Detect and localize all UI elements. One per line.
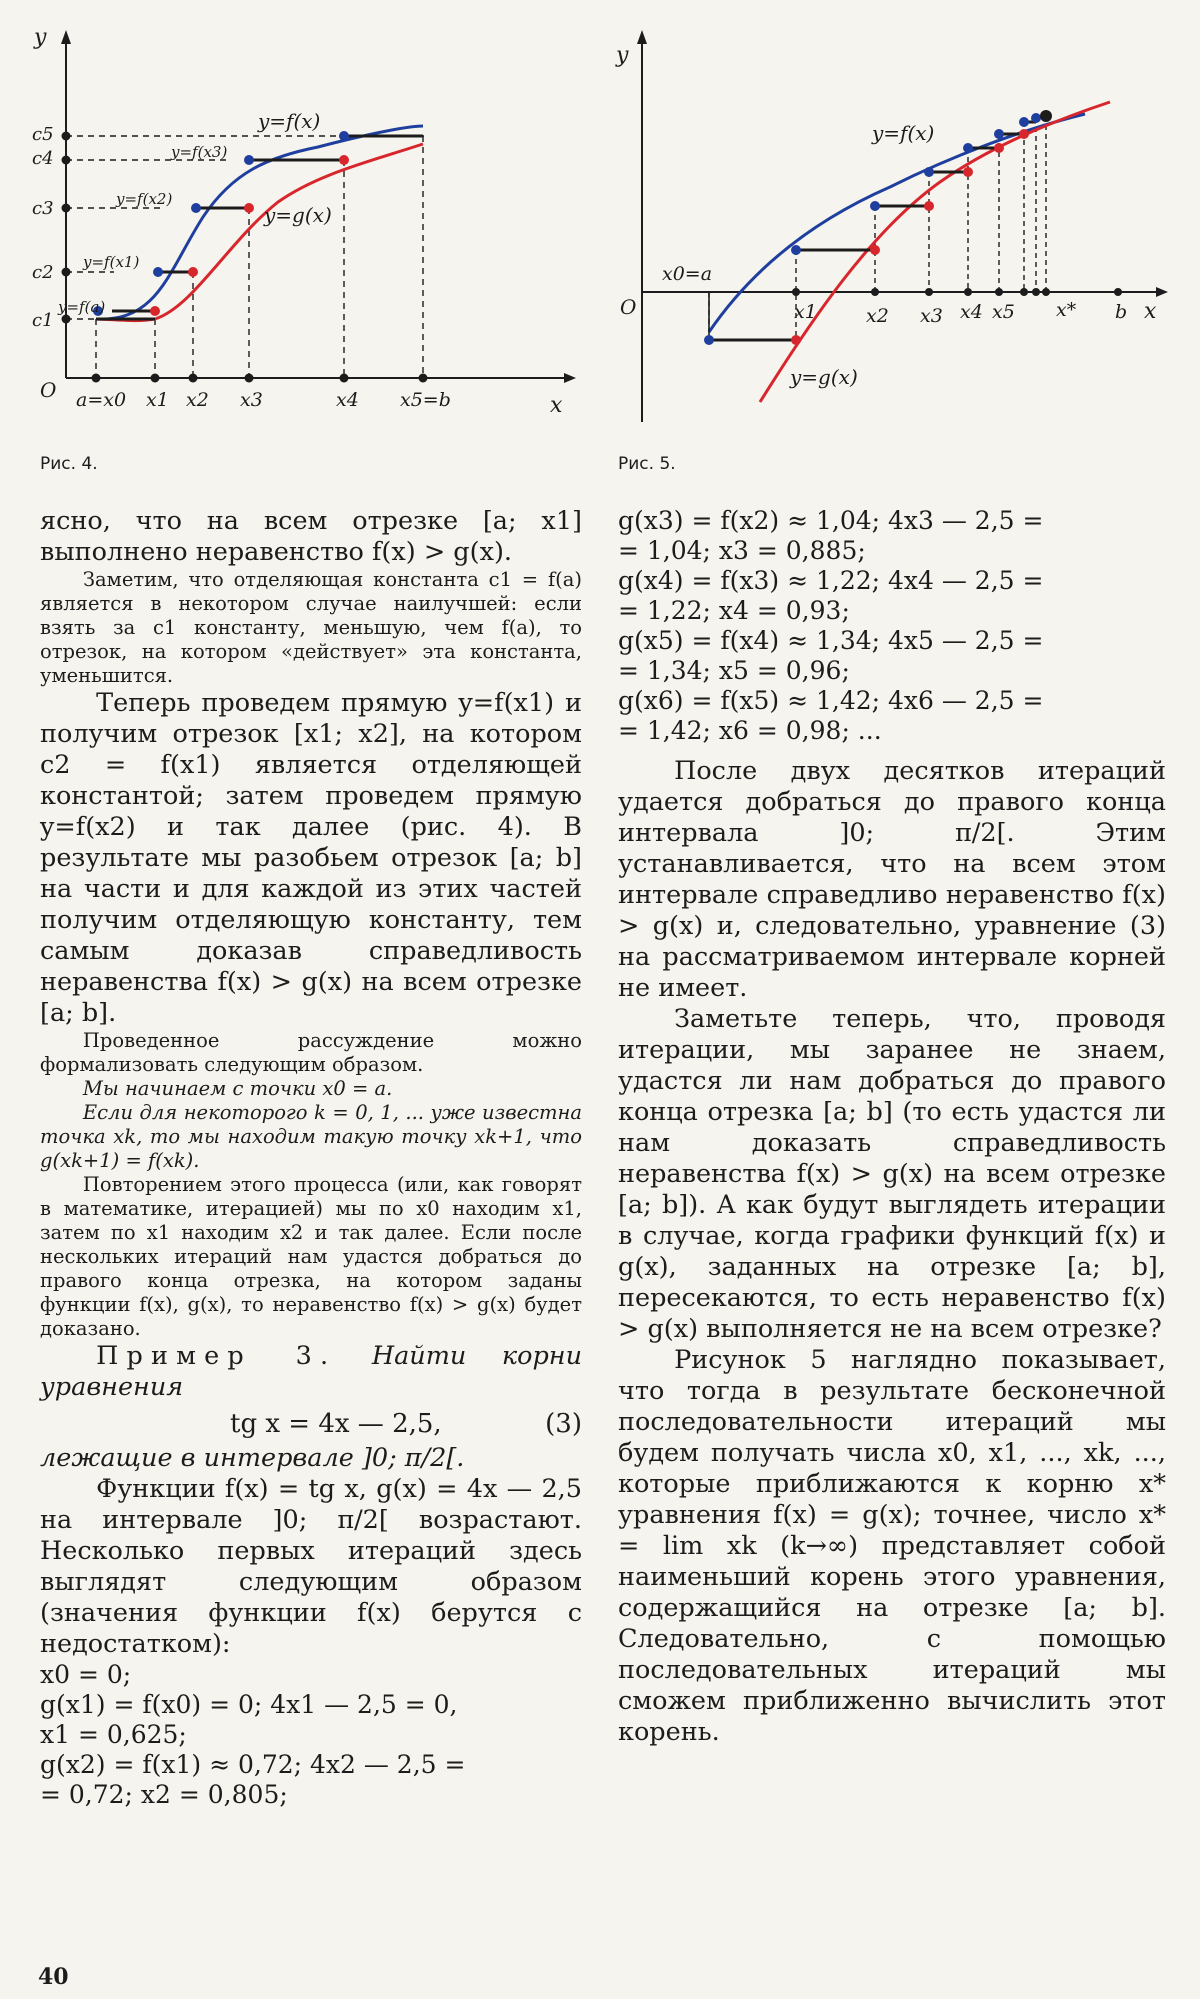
y-axis-label: y [616, 43, 629, 68]
label-c3: c3 [32, 198, 54, 219]
figure-5-graph [610, 22, 1190, 422]
label-x3: x3 [240, 389, 263, 411]
curve-f-label: y=f(x) [872, 121, 935, 145]
math-line: = 0,72; x2 = 0,805; [40, 1780, 288, 1809]
math-line: g(x6) = f(x5) ≈ 1,42; 4x6 — 2,5 = [618, 686, 1044, 715]
left-paragraph-3: Теперь проведем прямую y=f(x1) и получим отрезок [x1; x2], на котором c2 = f(x1) является отделяющей константой; затем проведем прямую y=f(x2) и так далее (рис. 4). В результате мы разобьем отрезок [a; b] на части и для каждой из этих частей получим отделяющую константу, тем самым доказав справедливость неравенства f(x) > g(x) на всем отрезке [a; b]. [40, 688, 582, 1028]
equation-3 [40, 1407, 582, 1441]
label-x1: x1 [794, 301, 817, 323]
origin-label: O [40, 378, 57, 402]
iteration-steps [96, 136, 423, 319]
equation-number: (3) [545, 1409, 582, 1439]
right-paragraph-2: Заметьте теперь, что, проводя итерации, мы заранее не знаем, удастся ли нам добраться до правого конца отрезка [a; b] (то есть удастся ли нам доказать справедливость неравенства f(x) > g(x) на всем отрезке [a; b]). А как будут выглядеть итерации в случае, когда графики функций f(x) и g(x), заданных на отрезке [a; b], пересекаются, то есть неравенство f(x) > g(x) выполняется не на всем отрезке? [618, 1004, 1166, 1344]
y-axis-label: y [34, 25, 47, 50]
page-number: 40 [38, 1964, 69, 1990]
label-x5: x5=b [400, 389, 451, 411]
math-line: = 1,22; x4 = 0,93; [618, 596, 850, 625]
right-column [618, 506, 1166, 1748]
math-line: g(x2) = f(x1) ≈ 0,72; 4x2 — 2,5 = [40, 1750, 466, 1779]
label-c1: c1 [32, 310, 54, 331]
equation-text: tg x = 4x — 2,5, [230, 1409, 442, 1439]
label-x2: x2 [866, 305, 889, 327]
label-x4: x4 [336, 389, 359, 411]
example-tail: лежащие в интервале ]0; π/2[. [40, 1443, 465, 1473]
figure-4-caption: Рис. 4. [40, 454, 98, 474]
x-axis-arrow-icon [1156, 287, 1168, 297]
origin-label: O [620, 295, 637, 319]
math-line: x1 = 0,625; [40, 1720, 187, 1749]
step-label-fa: y=f(a) [58, 298, 106, 316]
curve-f [709, 114, 1085, 332]
left-paragraph-2: Заметим, что отделяющая константа c1 = f(a) является в некотором случае наилучшей: если взять за c1 константу, меньшую, чем f(a), то отрезок, на котором «действует» эта константа, уменьшится. [40, 568, 582, 687]
curve-f [96, 126, 423, 319]
left-paragraph-7: Повторением этого процесса (или, как говорят в математике, итерацией) мы по x0 находим x1, затем по x1 находим x2 и так далее. Если после нескольких итераций нам удастся добраться до правого конца отрезка, на котором заданы функции f(x), g(x), то неравенство f(x) > g(x) будет доказано. [40, 1173, 582, 1340]
curve-g-label: y=g(x) [790, 365, 858, 389]
math-line: = 1,34; x5 = 0,96; [618, 656, 850, 685]
root-point [1040, 110, 1052, 122]
step-label-fx3: y=f(x3) [171, 143, 228, 161]
x-axis-arrow-icon [564, 373, 576, 383]
example-text: Найти корни уравнения [40, 1341, 582, 1402]
example-label: Пример 3. [96, 1341, 337, 1371]
label-x3: x3 [920, 305, 943, 327]
label-x1: x1 [146, 389, 169, 411]
curve-g [96, 144, 423, 321]
label-x4: x4 [960, 301, 983, 323]
math-line: = 1,42; x6 = 0,98; ... [618, 716, 882, 745]
spacer [618, 746, 1166, 756]
figure-5 [610, 22, 1190, 422]
curve-f-label: y=f(x) [258, 109, 321, 133]
math-line: g(x3) = f(x2) ≈ 1,04; 4x3 — 2,5 = [618, 506, 1044, 535]
label-c4: c4 [32, 148, 54, 169]
right-paragraph-3: Рисунок 5 наглядно показывает, что тогда в результате бесконечной последовательности итераций мы будем получать числа x0, x1, ..., xk, ..., которые приближаются к корню x* уравнения f(x) = g(x); точнее, число x* = lim xk (k→∞) представляет собой наименьший корень этого уравнения, содержащийся на отрезке [a; b]. Следовательно, с помощью последовательных итераций мы сможем приближенно вычислить этот корень. [618, 1345, 1166, 1747]
step-label-fx2: y=f(x2) [116, 190, 173, 208]
label-c2: c2 [32, 262, 54, 283]
step-label-fx1: y=f(x1) [83, 253, 140, 271]
right-paragraph-1: После двух десятков итераций удается добраться до правого конца интервала ]0; π/2[. Этим устанавливается, что на всем этом интервале справедливо неравенство f(x) > g(x) и, следовательно, уравнение (3) на рассматриваемом интервале корней не имеет. [618, 756, 1166, 1003]
x-axis-label: x [1144, 299, 1157, 324]
figure-4-graph [28, 22, 588, 422]
left-column [40, 506, 582, 1810]
label-xstar: x* [1056, 299, 1077, 321]
math-line: g(x4) = f(x3) ≈ 1,22; 4x4 — 2,5 = [618, 566, 1044, 595]
left-paragraph-8: Функции f(x) = tg x, g(x) = 4x — 2,5 на интервале ]0; π/2[ возрастают. Несколько первых итераций здесь выглядят следующим образом (значения функции f(x) берутся с недостатком): [40, 1474, 582, 1659]
left-paragraph-5: Мы начинаем с точки x0 = a. [82, 1077, 393, 1100]
math-line: = 1,04; x3 = 0,885; [618, 536, 866, 565]
figure-5-caption: Рис. 5. [618, 454, 676, 474]
label-x0-a: x0=a [662, 263, 713, 285]
x-axis-label: x [550, 393, 563, 418]
math-line: x0 = 0; [40, 1660, 132, 1689]
y-axis-arrow-icon [637, 30, 647, 44]
example-heading [40, 1341, 582, 1403]
label-x0: a=x0 [76, 389, 127, 411]
math-line: g(x1) = f(x0) = 0; 4x1 — 2,5 = 0, [40, 1690, 458, 1719]
label-c5: c5 [32, 124, 54, 145]
figure-4 [28, 22, 588, 422]
label-x5: x5 [992, 301, 1015, 323]
left-paragraph-6: Если для некоторого k = 0, 1, ... уже известна точка xk, то мы находим такую точку xk+1, что g(xk+1) = f(xk). [40, 1101, 582, 1172]
math-line: g(x5) = f(x4) ≈ 1,34; 4x5 — 2,5 = [618, 626, 1044, 655]
left-paragraph-1: ясно, что на всем отрезке [a; x1] выполнено неравенство f(x) > g(x). [40, 506, 582, 567]
label-b: b [1115, 301, 1128, 323]
y-axis-arrow-icon [61, 30, 71, 44]
curve-g [760, 102, 1110, 402]
label-x2: x2 [186, 389, 209, 411]
left-paragraph-4: Проведенное рассуждение можно формализовать следующим образом. [40, 1029, 582, 1076]
curve-g-label: y=g(x) [264, 203, 332, 227]
